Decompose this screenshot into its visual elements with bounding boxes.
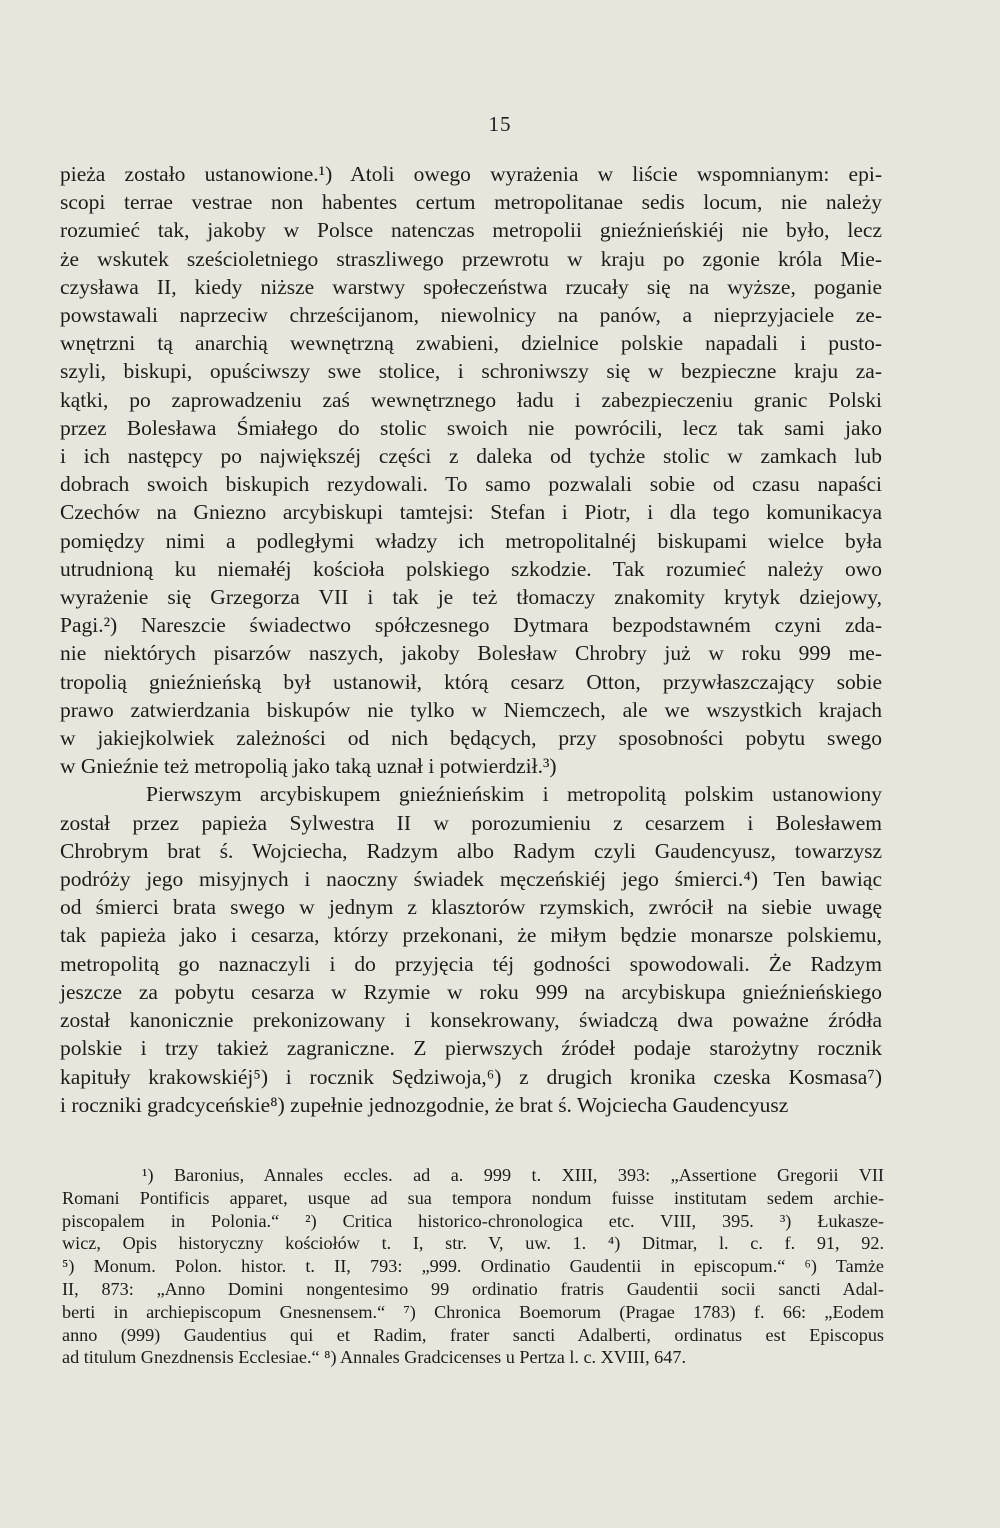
- body-text: [60, 160, 882, 1119]
- text-line: metropolitą go naznaczyli i do przyjęcia téj godności spowodowali. Że Radzym: [60, 951, 882, 976]
- text-line: Chrobrym brat ś. Wojciecha, Radzym albo Radym czyli Gaudencyusz, towarzysz: [60, 838, 882, 863]
- footnote-line: wicz, Opis historyczny kościołów t. I, str. V, uw. 1. ⁴) Ditmar, l. c. f. 91, 92.: [62, 1233, 884, 1254]
- footnote-line: piscopalem in Polonia.“ ²) Critica historico-chronologica etc. VIII, 395. ³) Łukasze-: [62, 1210, 884, 1231]
- text-line: Pierwszym arcybiskupem gnieźnieńskim i metropolitą polskim ustanowiony: [146, 782, 882, 807]
- footnote-line: II, 873: „Anno Domini nongentesimo 99 ordinatio fratris Gaudentii socii sancti Adal-: [62, 1278, 884, 1299]
- text-line: i roczniki gradcyceńskie⁸) zupełnie jednozgodnie, że brat ś. Wojciecha Gaudencyusz: [60, 1092, 789, 1117]
- text-line: Pagi.²) Nareszcie świadectwo spółczesnego Dytmara bezpodstawném czyni zda-: [60, 613, 882, 638]
- text-line: powstawali naprzeciw chrześcijanom, niewolnicy na panów, a nieprzyjaciele ze-: [60, 303, 882, 328]
- text-line: Czechów na Gniezno arcybiskupi tamtejsi: Stefan i Piotr, i dla tego komunikacya: [60, 500, 882, 525]
- text-line: że wskutek sześcioletniego straszliwego przewrotu w kraju po zgonie króla Mie-: [60, 246, 882, 271]
- text-line: tak papieża jako i cesarza, którzy przekonani, że miłym będzie monarsze polskiemu,: [60, 923, 882, 948]
- footnote-line: Romani Pontificis apparet, usque ad sua tempora nondum fuisse institutam sedem archie-: [62, 1187, 884, 1208]
- text-line: polskie i trzy takież zagraniczne. Z pierwszych źródeł podaje starożytny rocznik: [60, 1036, 882, 1061]
- text-line: dobrach swoich biskupich rezydowali. To samo pozwalali sobie od czasu napaści: [60, 472, 882, 497]
- text-line: został kanonicznie prekonizowany i konsekrowany, świadczą dwa poważne źródła: [60, 1008, 882, 1033]
- text-line: został przez papieża Sylwestra II w porozumieniu z cesarzem i Bolesławem: [60, 810, 882, 835]
- text-line: w Gnieźnie też metropolią jako taką uznał i potwierdził.³): [60, 754, 557, 779]
- text-line: wyrażenie się Grzegorza VII i tak je też tłomaczy znakomity krytyk dziejowy,: [60, 585, 882, 610]
- footnotes: [62, 1164, 884, 1369]
- text-line: tropolią gnieźnieńską był ustanowił, którą cesarz Otton, przywłaszczający sobie: [60, 669, 882, 694]
- text-line: czysława II, kiedy niższe warstwy społeczeństwa rzucały się na wyższe, poganie: [60, 274, 882, 299]
- text-line: pieża zostało ustanowione.¹) Atoli owego wyrażenia w liście wspomnianym: epi-: [60, 162, 882, 186]
- page-number: 15: [488, 112, 512, 136]
- footnote-line: ⁵) Monum. Polon. histor. t. II, 793: „999. Ordinatio Gaudentii in episcopum.“ ⁶) Tamże: [62, 1256, 884, 1277]
- paragraph-2: [60, 780, 882, 1118]
- text-line: pomiędzy nimi a podległymi władzy ich metropolitalnéj biskupami wielce była: [60, 528, 882, 553]
- text-line: prawo zatwierdzania biskupów nie tylko w Niemczech, ale we wszystkich krajach: [60, 697, 882, 722]
- text-line: kątki, po zaprowadzeniu zaś wewnętrznego ładu i zabezpieczeniu granic Polski: [60, 387, 882, 412]
- text-line: wnętrzni tą anarchią wewnętrzną zwabieni, dzielnice polskie napadali i pusto-: [60, 331, 882, 356]
- text-line: w jakiejkolwiek zależności od nich będących, przy sposobności pobytu swego: [60, 726, 882, 751]
- footnote-line: ad titulum Gnezdnensis Ecclesiae.“ ⁸) Annales Gradcicenses u Pertza l. c. XVIII, 647.: [62, 1347, 686, 1368]
- footnote-line: berti in archiepiscopum Gnesnensem.“ ⁷) Chronica Boemorum (Pragae 1783) f. 66: „Eodem: [62, 1301, 884, 1322]
- text-line: przez Bolesława Śmiałego do stolic swoich nie powrócili, lecz tak sami jako: [60, 415, 882, 440]
- text-line: i ich następcy po największéj części z daleka od tychże stolic w zamkach lub: [60, 444, 882, 469]
- paragraph-1: [60, 160, 882, 780]
- text-line: scopi terrae vestrae non habentes certum metropolitanae sedis locum, nie należy: [60, 190, 882, 215]
- text-line: utrudnioną ku niemałéj kościoła polskiego szkodzie. Tak rozumieć należy owo: [60, 556, 882, 581]
- text-line: jeszcze za pobytu cesarza w Rzymie w roku 999 na arcybiskupa gnieźnieńskiego: [60, 979, 882, 1004]
- footnote-line: ¹) Baronius, Annales eccles. ad a. 999 t. XIII, 393: „Assertione Gregorii VII: [142, 1165, 884, 1185]
- text-line: rozumieć tak, jakoby w Polsce natenczas metropolii gnieźnieńskiéj nie było, lecz: [60, 218, 882, 243]
- text-line: nie niektórych pisarzów naszych, jakoby Bolesław Chrobry już w roku 999 me-: [60, 641, 882, 666]
- text-line: od śmierci brata swego w jednym z klasztorów rzymskich, zwrócił na siebie uwagę: [60, 895, 882, 920]
- footnote-line: anno (999) Gaudentius qui et Radim, frater sancti Adalberti, ordinatus est Episcopus: [62, 1324, 884, 1345]
- text-line: kapituły krakowskiéj⁵) i rocznik Sędziwoja,⁶) z drugich kronika czeska Kosmasa⁷): [60, 1064, 882, 1089]
- text-line: podróży jego misyjnych i naoczny świadek męczeńskiéj jego śmierci.⁴) Ten bawiąc: [60, 867, 882, 892]
- text-line: szyli, biskupi, opuściwszy swe stolice, i schroniwszy się w bezpieczne kraju za-: [60, 359, 882, 384]
